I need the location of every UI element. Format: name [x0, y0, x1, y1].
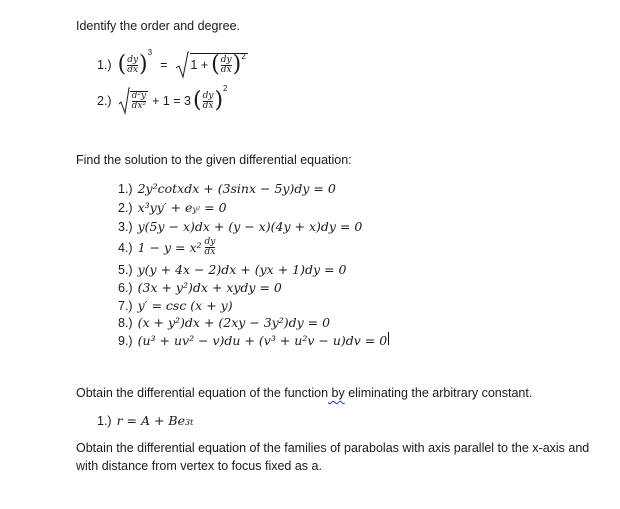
text-cursor [388, 332, 389, 345]
sqrt-icon [175, 50, 189, 80]
equation-8: 8.) (x + y²)dx + (2xy − 3y²)dy = 0 [118, 315, 331, 330]
equation-6: 6.) (3x + y²)dx + xydy = 0 [118, 280, 282, 295]
equation-1: 1.) 2y²cotxdx + (3sinx − 5y)dy = 0 [118, 181, 336, 196]
equation-7: 7.) y′ = csc (x + y) [118, 298, 233, 313]
section3-heading: Obtain the differential equation of the function by eliminating the arbitrary constant. [76, 386, 533, 400]
item-number: 2.) [97, 94, 112, 108]
fraction-dy-dx: $\frac{dy}{dx}$ [127, 54, 139, 75]
equation-9: 9.) (u³ + uv² − v)du + (v³ + u²v − u)dv = 0 [118, 333, 388, 348]
fraction-dy-dx: $\frac{dy}{dx}$ [202, 90, 214, 111]
section4-line-2: with distance from vertex to focus fixed as a. [76, 459, 322, 473]
equation-5: 5.) y(y + 4x − 2)dx + (yx + 1)dy = 0 [118, 262, 347, 277]
spellcheck-underline: by [328, 386, 345, 400]
section4-line-1: Obtain the differential equation of the families of parabolas with axis parallel to the x-axis and [76, 441, 590, 455]
item-number: 1.) [97, 58, 112, 72]
equation-3: 3.) y(5y − x)dx + (y − x)(4y + x)dy = 0 [118, 219, 363, 234]
section1-heading: Identify the order and degree. [76, 19, 241, 33]
section3-item-1: 1.) r = A + Be 3t [97, 413, 194, 428]
order-degree-item-1: 1.) ( $\frac{dy}{dx}$ ) 3 = 1 + ( $\frac{dy}{dx}$ ) 2 [97, 50, 248, 80]
fraction-dy-dx: $\frac{dy}{dx}$ [204, 237, 216, 257]
section2-heading: Find the solution to the given differential equation: [76, 153, 352, 167]
equation-2: 2.) x³yy′ + e y² = 0 [118, 200, 227, 215]
sqrt-icon [118, 86, 130, 116]
fraction-d2y-dx2: $\frac{\text{d²y}}{\text{dx²}}$ [131, 90, 147, 111]
order-degree-item-2: 2.) $\frac{\text{d²y}}{\text{dx²}}$ + 1 = 3 ( $\frac{dy}{dx}$ ) 2 [97, 86, 228, 116]
fraction-dy-dx: $\frac{dy}{dx}$ [220, 54, 232, 75]
equation-4: 4.) 1 − y = x² $\frac{dy}{dx}$ [118, 237, 216, 257]
